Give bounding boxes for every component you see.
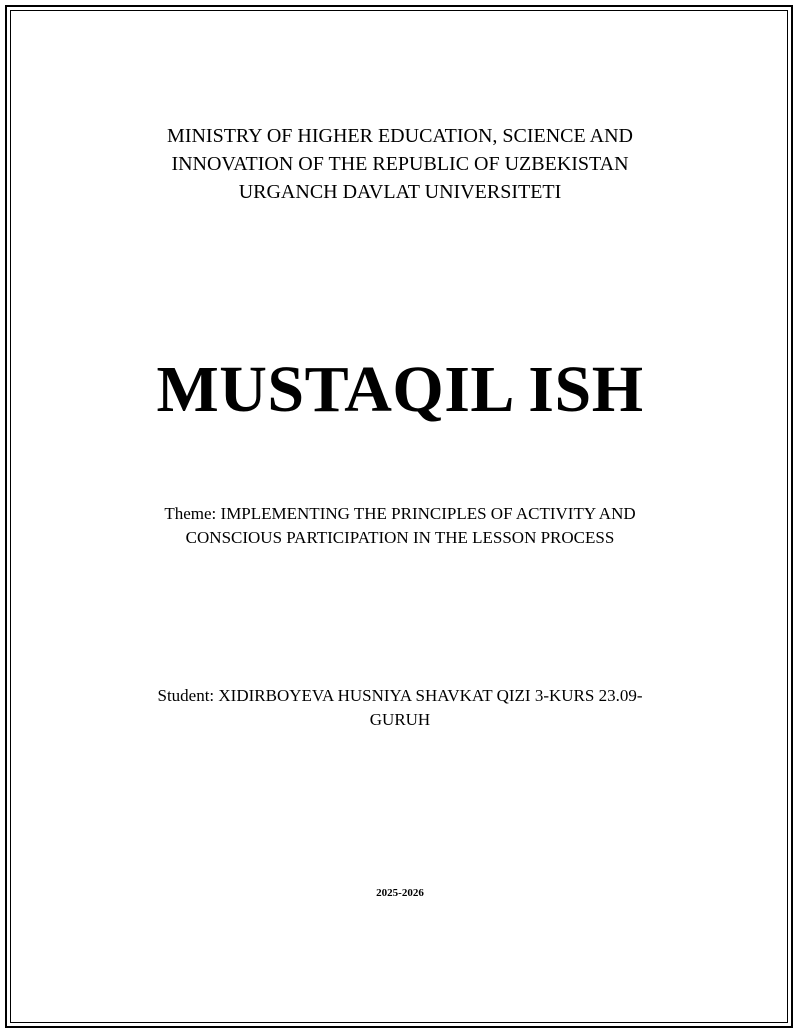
theme-block bbox=[0, 502, 800, 550]
student-line-2: GURUH bbox=[369, 710, 431, 729]
theme-line-1: Theme: IMPLEMENTING THE PRINCIPLES OF ACTIVITY AND bbox=[164, 504, 636, 523]
student-line-1: Student: XIDIRBOYEVA HUSNIYA SHAVKAT QIZI 3-KURS 23.09- bbox=[157, 686, 643, 705]
document-title: MUSTAQIL ISH bbox=[156, 353, 644, 426]
ministry-header-line-1: MINISTRY OF HIGHER EDUCATION, SCIENCE AND bbox=[167, 125, 633, 147]
academic-year: 2025-2026 bbox=[376, 887, 424, 899]
ministry-header bbox=[0, 122, 800, 206]
student-block bbox=[0, 684, 800, 732]
ministry-header-line-2: INNOVATION OF THE REPUBLIC OF UZBEKISTAN bbox=[171, 153, 629, 175]
university-name: URGANCH DAVLAT UNIVERSITETI bbox=[238, 181, 562, 203]
theme-line-2: CONSCIOUS PARTICIPATION IN THE LESSON PROCESS bbox=[185, 528, 615, 547]
